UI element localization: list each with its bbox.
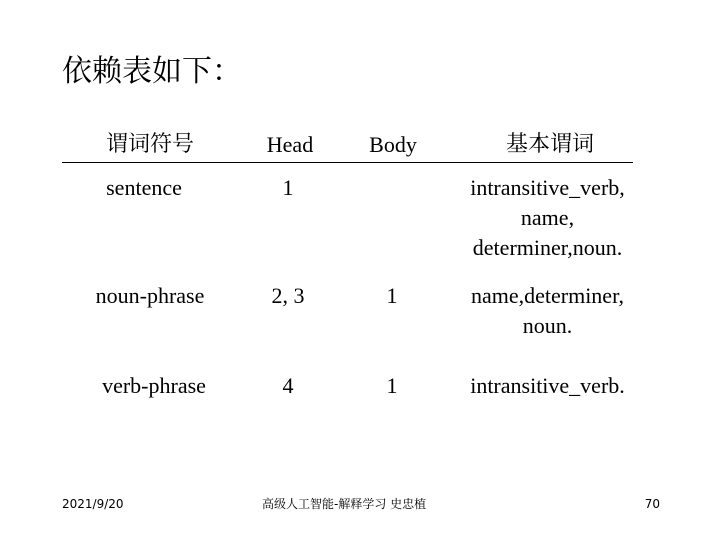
cell-head-text: 2, 3 <box>271 283 305 308</box>
footer-page-number: 70 <box>644 497 660 511</box>
slide-title: 依赖表如下： <box>62 54 242 89</box>
cell-head <box>258 173 318 203</box>
cell-symbol-text: verb-phrase <box>102 373 206 398</box>
header-divider <box>62 162 633 163</box>
cell-body-text: 1 <box>386 283 398 308</box>
header-basic-predicate: 基本谓词 <box>505 132 594 157</box>
cell-head-text: 1 <box>282 175 294 200</box>
cell-basic <box>455 173 640 263</box>
cell-symbol <box>84 371 224 401</box>
cell-head <box>258 371 318 401</box>
cell-basic-line: determiner,noun. <box>472 235 623 260</box>
cell-basic <box>455 371 640 401</box>
cell-basic-line: name, <box>520 205 575 230</box>
cell-symbol <box>84 173 204 203</box>
header-body: Body <box>369 132 417 157</box>
footer-date: 2021/9/20 <box>62 497 124 511</box>
cell-body-text: 1 <box>386 373 398 398</box>
cell-basic <box>455 281 640 341</box>
cell-basic-line: intransitive_verb. <box>470 373 625 398</box>
cell-head <box>258 281 318 311</box>
footer-course: 高级人工智能-解释学习 史忠植 <box>262 497 427 511</box>
header-head: Head <box>266 132 314 157</box>
header-predicate-symbol: 谓词符号 <box>105 132 194 157</box>
cell-basic-line: intransitive_verb, <box>470 175 625 200</box>
cell-body <box>362 371 422 401</box>
cell-basic-line: name,determiner, <box>470 283 625 308</box>
cell-symbol-text: noun-phrase <box>95 283 205 308</box>
cell-body <box>362 281 422 311</box>
cell-head-text: 4 <box>282 373 294 398</box>
cell-basic-line: noun. <box>522 313 573 338</box>
cell-symbol <box>80 281 220 311</box>
cell-symbol-text: sentence <box>106 175 182 200</box>
